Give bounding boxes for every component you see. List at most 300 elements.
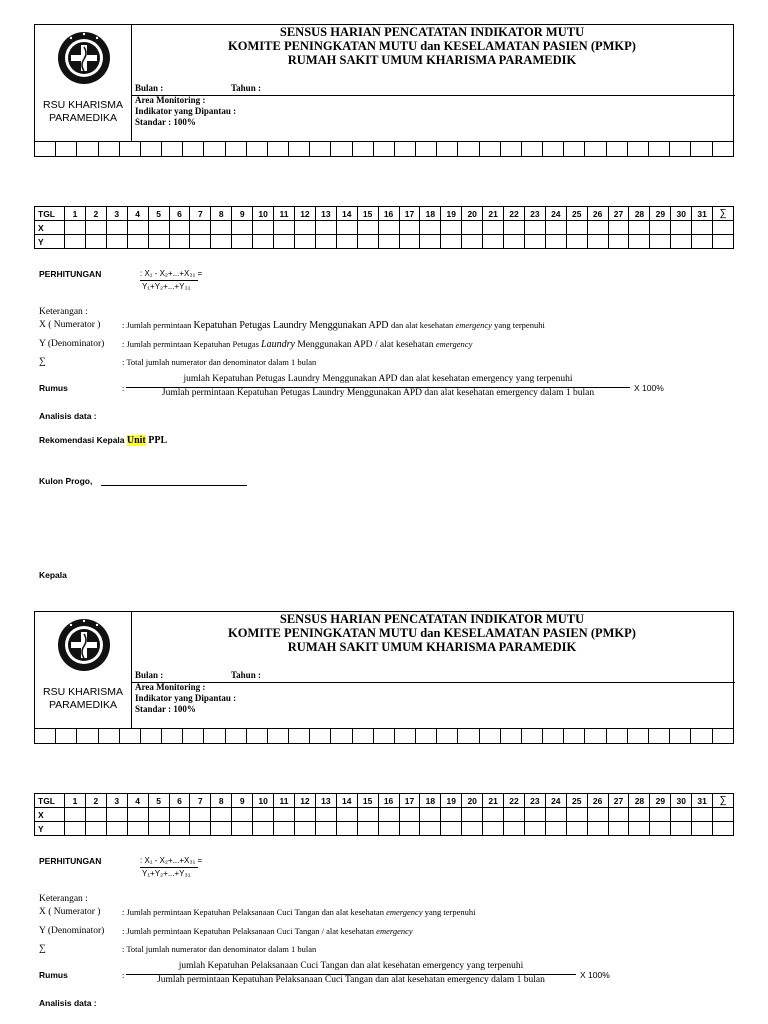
perhitungan-label: PERHITUNGAN — [39, 269, 102, 279]
tgl-header: TGL — [35, 794, 65, 808]
data-cell[interactable] — [420, 808, 441, 822]
data-cell[interactable] — [483, 221, 504, 235]
data-cell[interactable] — [357, 235, 378, 249]
data-cell[interactable] — [483, 822, 504, 836]
data-cell[interactable] — [692, 235, 713, 249]
data-cell[interactable] — [462, 822, 483, 836]
data-cell[interactable] — [315, 221, 336, 235]
rumus-label: Rumus — [39, 383, 68, 393]
strip-cell[interactable] — [564, 142, 585, 157]
data-cell[interactable] — [650, 235, 671, 249]
y-desc: : Jumlah permintaan Kepatuhan Petugas Laundry Menggunakan APD / alat kesehatan emergency — [122, 339, 473, 350]
data-cell[interactable] — [713, 808, 734, 822]
strip-cell[interactable] — [585, 142, 606, 157]
data-cell[interactable] — [608, 221, 629, 235]
data-cell[interactable] — [399, 822, 420, 836]
day-header: 24 — [545, 794, 566, 808]
data-cell[interactable] — [65, 822, 86, 836]
y-label: Y (Denominator) — [39, 926, 105, 936]
data-cell[interactable] — [294, 235, 315, 249]
y-label: Y (Denominator) — [39, 339, 105, 349]
strip-cell[interactable] — [289, 142, 310, 157]
day-header: 4 — [127, 794, 148, 808]
sum-header: ∑ — [713, 794, 734, 808]
kulon-progo: Kulon Progo, — [39, 476, 247, 486]
day-header: 7 — [190, 207, 211, 221]
data-cell[interactable] — [441, 808, 462, 822]
data-cell[interactable] — [587, 235, 608, 249]
data-cell[interactable] — [420, 822, 441, 836]
day-header: 25 — [566, 794, 587, 808]
day-header: 27 — [608, 207, 629, 221]
data-cell[interactable] — [274, 235, 295, 249]
data-cell[interactable] — [65, 235, 86, 249]
day-header: 22 — [504, 794, 525, 808]
tgl-header: TGL — [35, 207, 65, 221]
strip-cell[interactable] — [352, 729, 373, 744]
data-cell[interactable] — [462, 808, 483, 822]
bulan-label: Bulan : — [135, 670, 164, 680]
data-cell[interactable] — [629, 235, 650, 249]
strip-cell[interactable] — [162, 142, 183, 157]
data-cell[interactable] — [232, 221, 253, 235]
day-header: 11 — [274, 207, 295, 221]
data-cell[interactable] — [587, 221, 608, 235]
data-cell[interactable] — [127, 808, 148, 822]
data-cell[interactable] — [232, 808, 253, 822]
data-cell[interactable] — [524, 808, 545, 822]
data-cell[interactable] — [524, 822, 545, 836]
data-cell[interactable] — [336, 235, 357, 249]
data-cell[interactable] — [713, 235, 734, 249]
data-cell[interactable] — [378, 235, 399, 249]
data-cell[interactable] — [190, 808, 211, 822]
times-100: X 100% — [634, 383, 664, 393]
day-header: 30 — [671, 794, 692, 808]
data-cell[interactable] — [294, 221, 315, 235]
strip-cell[interactable] — [627, 142, 648, 157]
strip-cell[interactable] — [56, 142, 77, 157]
data-cell[interactable] — [650, 808, 671, 822]
data-cell[interactable] — [608, 235, 629, 249]
day-header: 21 — [483, 207, 504, 221]
strip-cell[interactable] — [500, 142, 521, 157]
day-header: 28 — [629, 207, 650, 221]
keterangan-label: Keterangan : — [39, 894, 88, 904]
data-cell[interactable] — [190, 822, 211, 836]
strip-cell[interactable] — [56, 729, 77, 744]
data-cell[interactable] — [253, 822, 274, 836]
data-cell[interactable] — [211, 235, 232, 249]
tahun-label: Tahun : — [231, 83, 261, 93]
strip-cell[interactable] — [183, 729, 204, 744]
data-cell[interactable] — [190, 221, 211, 235]
keterangan-label: Keterangan : — [39, 307, 88, 317]
data-cell[interactable] — [441, 221, 462, 235]
data-cell[interactable] — [566, 235, 587, 249]
day-header: 22 — [504, 207, 525, 221]
data-cell[interactable] — [127, 235, 148, 249]
data-cell[interactable] — [566, 221, 587, 235]
strip-cell[interactable] — [35, 729, 56, 744]
data-cell[interactable] — [274, 221, 295, 235]
data-cell[interactable] — [85, 808, 106, 822]
calc-denominator: Y₁+Y₂+...+Y₃₁ — [142, 869, 191, 878]
day-header: 16 — [378, 207, 399, 221]
strip-cell[interactable] — [246, 729, 267, 744]
day-header: 28 — [629, 794, 650, 808]
day-header: 1 — [65, 207, 86, 221]
data-cell[interactable] — [524, 235, 545, 249]
day-header: 26 — [587, 207, 608, 221]
strip-cell[interactable] — [691, 142, 712, 157]
strip-cell[interactable] — [373, 142, 394, 157]
strip-cell[interactable] — [712, 729, 734, 744]
data-cell[interactable] — [106, 221, 127, 235]
strip-cell[interactable] — [246, 142, 267, 157]
strip-cell[interactable] — [648, 142, 669, 157]
data-cell[interactable] — [253, 808, 274, 822]
day-header: 12 — [294, 207, 315, 221]
form-title: SENSUS HARIAN PENCATATAN INDIKATOR MUTU KOMITE PENINGKATAN MUTU dan KESELAMATAN PASIEN (PMKP) RUMAH SAKIT UMUM KHARISMA PARAMEDIK — [228, 25, 636, 67]
strip-cell[interactable] — [670, 729, 691, 744]
hospital-name: RSU KHARISMA PARAMEDIKA — [43, 686, 123, 711]
strip-cell[interactable] — [98, 729, 119, 744]
data-cell[interactable] — [85, 822, 106, 836]
strip-cell[interactable] — [77, 142, 98, 157]
data-cell[interactable] — [483, 808, 504, 822]
data-cell[interactable] — [127, 221, 148, 235]
data-cell[interactable] — [441, 235, 462, 249]
data-cell[interactable] — [566, 808, 587, 822]
data-cell[interactable] — [378, 822, 399, 836]
data-cell[interactable] — [357, 808, 378, 822]
data-cell[interactable] — [315, 235, 336, 249]
strip-cell[interactable] — [458, 142, 479, 157]
strip-cell[interactable] — [119, 729, 140, 744]
daily-grid — [34, 793, 734, 836]
strip-cell[interactable] — [331, 142, 352, 157]
day-header: 3 — [106, 207, 127, 221]
strip-cell[interactable] — [310, 142, 331, 157]
header-box — [34, 611, 734, 729]
area-block: Area Monitoring : Indikator yang Dipantau : Standar : 100% — [135, 682, 237, 714]
data-cell[interactable] — [232, 235, 253, 249]
data-cell[interactable] — [169, 221, 190, 235]
data-cell[interactable] — [232, 822, 253, 836]
data-cell[interactable] — [336, 221, 357, 235]
data-cell[interactable] — [294, 822, 315, 836]
day-header: 6 — [169, 207, 190, 221]
sum-desc: : Total jumlah numerator dan denominator dalam 1 bulan — [122, 944, 317, 954]
data-cell[interactable] — [587, 808, 608, 822]
data-cell[interactable] — [545, 808, 566, 822]
strip-cell[interactable] — [712, 142, 734, 157]
day-header: 23 — [524, 794, 545, 808]
strip-cell[interactable] — [416, 729, 437, 744]
hospital-logo-icon — [57, 618, 111, 672]
data-cell[interactable] — [211, 808, 232, 822]
strip-cell[interactable] — [437, 729, 458, 744]
data-cell[interactable] — [85, 221, 106, 235]
data-cell[interactable] — [504, 221, 525, 235]
data-cell[interactable] — [274, 822, 295, 836]
strip-cell[interactable] — [479, 142, 500, 157]
strip-cell[interactable] — [606, 142, 627, 157]
data-cell[interactable] — [671, 221, 692, 235]
data-cell[interactable] — [274, 808, 295, 822]
data-cell[interactable] — [420, 235, 441, 249]
day-header: 15 — [357, 207, 378, 221]
day-header: 16 — [378, 794, 399, 808]
data-cell[interactable] — [692, 221, 713, 235]
data-cell[interactable] — [545, 221, 566, 235]
data-cell[interactable] — [106, 822, 127, 836]
day-header: 24 — [545, 207, 566, 221]
x-label: X ( Numerator ) — [39, 907, 101, 917]
rumus-numerator: jumlah Kepatuhan Pelaksanaan Cuci Tangan dan alat kesehatan emergency yang terpenuhi — [178, 961, 524, 971]
strip-cell[interactable] — [162, 729, 183, 744]
data-cell[interactable] — [504, 808, 525, 822]
data-cell[interactable] — [357, 822, 378, 836]
strip-cell[interactable] — [225, 729, 246, 744]
data-cell[interactable] — [399, 221, 420, 235]
data-cell[interactable] — [253, 221, 274, 235]
day-header: 31 — [692, 794, 713, 808]
day-header: 9 — [232, 794, 253, 808]
data-cell[interactable] — [148, 808, 169, 822]
data-cell[interactable] — [608, 808, 629, 822]
day-header: 17 — [399, 207, 420, 221]
data-cell[interactable] — [524, 221, 545, 235]
strip-cell[interactable] — [394, 142, 415, 157]
data-cell[interactable] — [253, 235, 274, 249]
strip-cell[interactable] — [627, 729, 648, 744]
day-header: 17 — [399, 794, 420, 808]
rumus-numerator: jumlah Kepatuhan Petugas Laundry Menggunakan APD dan alat kesehatan emergency yang terpenuhi — [183, 374, 573, 384]
calc-line — [140, 280, 198, 281]
logo-cell — [35, 612, 132, 728]
times-100: X 100% — [580, 970, 610, 980]
data-cell[interactable] — [545, 235, 566, 249]
data-cell[interactable] — [608, 822, 629, 836]
strip-cell[interactable] — [479, 729, 500, 744]
data-cell[interactable] — [441, 822, 462, 836]
day-header: 8 — [211, 794, 232, 808]
data-cell[interactable] — [190, 235, 211, 249]
strip-cell[interactable] — [140, 142, 161, 157]
strip-cell[interactable] — [183, 142, 204, 157]
day-header: 5 — [148, 207, 169, 221]
data-cell[interactable] — [629, 822, 650, 836]
strip-cell[interactable] — [606, 729, 627, 744]
calc-denominator: Y₁+Y₂+...+Y₃₁ — [142, 282, 191, 291]
data-cell[interactable] — [462, 221, 483, 235]
data-cell[interactable] — [169, 808, 190, 822]
day-header: 11 — [274, 794, 295, 808]
data-cell[interactable] — [85, 235, 106, 249]
day-header: 19 — [441, 794, 462, 808]
strip-cell[interactable] — [204, 729, 225, 744]
form-title: SENSUS HARIAN PENCATATAN INDIKATOR MUTU KOMITE PENINGKATAN MUTU dan KESELAMATAN PASIEN (PMKP) RUMAH SAKIT UMUM KHARISMA PARAMEDIK — [228, 612, 636, 654]
strip-cell[interactable] — [225, 142, 246, 157]
data-cell[interactable] — [336, 822, 357, 836]
data-cell[interactable] — [211, 822, 232, 836]
data-cell[interactable] — [127, 822, 148, 836]
data-cell[interactable] — [692, 822, 713, 836]
strip-cell[interactable] — [437, 142, 458, 157]
data-cell[interactable] — [483, 235, 504, 249]
data-cell[interactable] — [713, 221, 734, 235]
blank-strip — [34, 728, 734, 744]
data-cell[interactable] — [148, 221, 169, 235]
data-cell[interactable] — [692, 808, 713, 822]
perhitungan-label: PERHITUNGAN — [39, 856, 102, 866]
strip-cell[interactable] — [373, 729, 394, 744]
data-cell[interactable] — [378, 221, 399, 235]
strip-cell[interactable] — [458, 729, 479, 744]
day-header: 2 — [85, 207, 106, 221]
calc-numerator: : X₁ - X₂+...+X₃₁ = — [140, 269, 203, 278]
bulan-label: Bulan : — [135, 83, 164, 93]
data-cell[interactable] — [420, 221, 441, 235]
day-header: 13 — [315, 794, 336, 808]
data-cell[interactable] — [148, 822, 169, 836]
data-cell[interactable] — [462, 235, 483, 249]
blank-strip — [34, 141, 734, 157]
day-header: 4 — [127, 207, 148, 221]
strip-cell[interactable] — [394, 729, 415, 744]
strip-cell[interactable] — [564, 729, 585, 744]
strip-cell[interactable] — [543, 729, 564, 744]
strip-cell[interactable] — [267, 729, 288, 744]
sum-header: ∑ — [713, 207, 734, 221]
data-cell[interactable] — [378, 808, 399, 822]
day-header: 18 — [420, 207, 441, 221]
strip-cell[interactable] — [352, 142, 373, 157]
calc-line — [140, 867, 198, 868]
data-cell[interactable] — [671, 235, 692, 249]
day-header: 29 — [650, 794, 671, 808]
rekomendasi-label: Rekomendasi Kepala Unit PPL — [39, 435, 168, 446]
data-cell[interactable] — [545, 822, 566, 836]
data-cell[interactable] — [671, 808, 692, 822]
data-cell[interactable] — [504, 822, 525, 836]
strip-cell[interactable] — [331, 729, 352, 744]
data-cell[interactable] — [148, 235, 169, 249]
strip-cell[interactable] — [648, 729, 669, 744]
day-header: 20 — [462, 207, 483, 221]
day-header: 2 — [85, 794, 106, 808]
strip-cell[interactable] — [204, 142, 225, 157]
day-header: 21 — [483, 794, 504, 808]
strip-cell[interactable] — [77, 729, 98, 744]
x-desc: : Jumlah permintaan Kepatuhan Pelaksanaan Cuci Tangan dan alat kesehatan emergency yang terpenuhi — [122, 907, 476, 917]
day-header: 6 — [169, 794, 190, 808]
data-cell[interactable] — [357, 221, 378, 235]
strip-cell[interactable] — [500, 729, 521, 744]
data-cell[interactable] — [399, 235, 420, 249]
strip-cell[interactable] — [140, 729, 161, 744]
data-cell[interactable] — [106, 235, 127, 249]
strip-cell[interactable] — [416, 142, 437, 157]
strip-cell[interactable] — [119, 142, 140, 157]
strip-cell[interactable] — [543, 142, 564, 157]
rumus-colon: : — [122, 970, 125, 980]
day-header: 14 — [336, 794, 357, 808]
data-cell[interactable] — [629, 221, 650, 235]
data-cell[interactable] — [587, 822, 608, 836]
data-cell[interactable] — [65, 808, 86, 822]
header-box — [34, 24, 734, 142]
day-header: 1 — [65, 794, 86, 808]
day-header: 19 — [441, 207, 462, 221]
data-cell[interactable] — [504, 235, 525, 249]
y-desc: : Jumlah permintaan Kepatuhan Pelaksanaan Cuci Tangan / alat kesehatan emergency — [122, 926, 413, 936]
strip-cell[interactable] — [310, 729, 331, 744]
strip-cell[interactable] — [521, 729, 542, 744]
strip-cell[interactable] — [98, 142, 119, 157]
day-header: 18 — [420, 794, 441, 808]
day-header: 31 — [692, 207, 713, 221]
data-cell[interactable] — [671, 822, 692, 836]
day-header: 5 — [148, 794, 169, 808]
strip-cell[interactable] — [521, 142, 542, 157]
data-cell[interactable] — [65, 221, 86, 235]
data-cell[interactable] — [169, 822, 190, 836]
strip-cell[interactable] — [585, 729, 606, 744]
strip-cell[interactable] — [670, 142, 691, 157]
day-header: 30 — [671, 207, 692, 221]
data-cell[interactable] — [336, 808, 357, 822]
data-cell[interactable] — [315, 808, 336, 822]
day-header: 10 — [253, 794, 274, 808]
data-cell[interactable] — [566, 822, 587, 836]
daily-grid — [34, 206, 734, 249]
day-header: 20 — [462, 794, 483, 808]
rumus-denominator: Jumlah permintaan Kepatuhan Pelaksanaan Cuci Tangan dan alat kesehatan emergency dalam 1 bulan — [157, 975, 545, 985]
data-cell[interactable] — [629, 808, 650, 822]
strip-cell[interactable] — [35, 142, 56, 157]
data-cell[interactable] — [294, 808, 315, 822]
strip-cell[interactable] — [267, 142, 288, 157]
data-cell[interactable] — [315, 822, 336, 836]
day-header: 10 — [253, 207, 274, 221]
data-cell[interactable] — [399, 808, 420, 822]
analisis-label: Analisis data : — [39, 998, 97, 1008]
data-cell[interactable] — [650, 221, 671, 235]
data-cell[interactable] — [169, 235, 190, 249]
data-cell[interactable] — [650, 822, 671, 836]
tahun-label: Tahun : — [231, 670, 261, 680]
sum-desc: : Total jumlah numerator dan denominator dalam 1 bulan — [122, 357, 317, 367]
day-header: 7 — [190, 794, 211, 808]
strip-cell[interactable] — [691, 729, 712, 744]
day-header: 8 — [211, 207, 232, 221]
day-header: 23 — [524, 207, 545, 221]
analisis-label: Analisis data : — [39, 411, 97, 421]
rumus-label: Rumus — [39, 970, 68, 980]
data-cell[interactable] — [211, 221, 232, 235]
data-cell[interactable] — [106, 808, 127, 822]
calc-numerator: : X₁ - X₂+...+X₃₁ = — [140, 856, 203, 865]
date-line[interactable] — [101, 476, 247, 486]
row-label: X — [35, 221, 65, 235]
row-label: Y — [35, 235, 65, 249]
strip-cell[interactable] — [289, 729, 310, 744]
day-header: 9 — [232, 207, 253, 221]
data-cell[interactable] — [713, 822, 734, 836]
